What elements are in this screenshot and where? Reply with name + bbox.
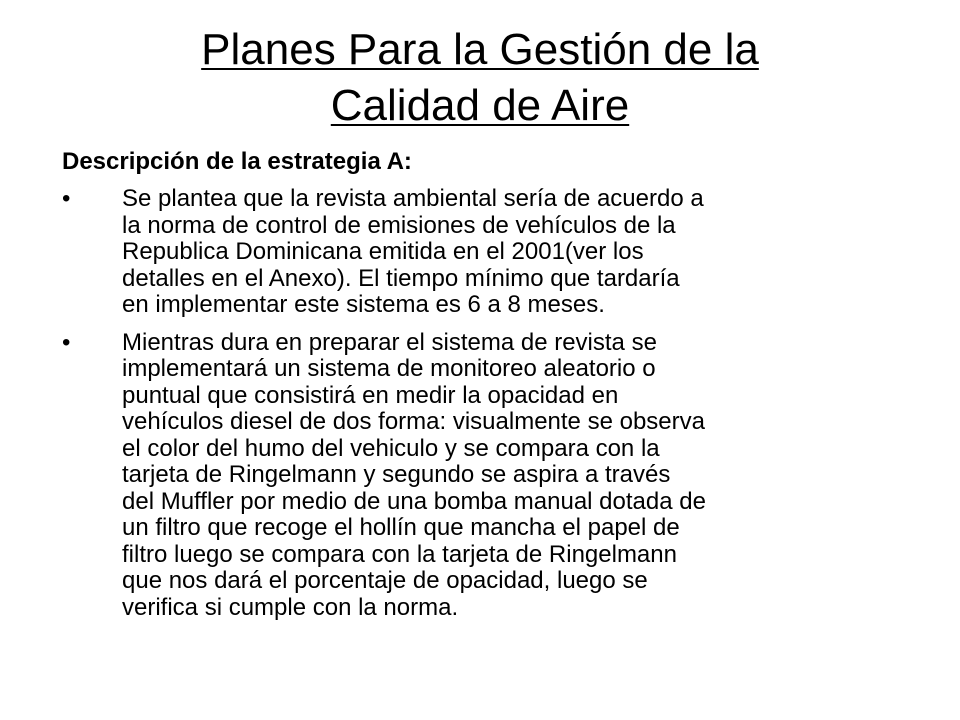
bullet-2-line-8: un filtro que recoge el hollín que mancha el papel de (122, 514, 680, 541)
bullet-1-line-4: detalles en el Anexo). El tiempo mínimo que tardaría (122, 264, 680, 292)
bullet-list (62, 186, 912, 632)
bullet-2-line-4: vehículos diesel de dos forma: visualmente se observa (122, 408, 705, 435)
bullet-1-line-2: la norma de control de emisiones de vehículos de la (122, 211, 676, 239)
bullet-2-line-10: que nos dará el porcentaje de opacidad, luego se (122, 567, 648, 594)
bullet-2-line-1: Mientras dura en preparar el sistema de revista se (122, 328, 657, 356)
bullet-2-line-3: puntual que consistirá en medir la opacidad en (122, 381, 619, 409)
slide-title-line-2: Calidad de Aire (330, 81, 630, 130)
bullet-item-2 (62, 330, 912, 622)
bullet-2-line-6: tarjeta de Ringelmann y segundo se aspira a través (122, 461, 671, 488)
bullet-2-line-7: del Muffler por medio de una bomba manual dotada de (122, 487, 706, 515)
bullet-1-line-1: Se plantea que la revista ambiental sería de acuerdo a (122, 185, 704, 212)
bullet-marker: • (62, 185, 71, 212)
bullet-2-line-11: verifica si cumple con la norma. (122, 593, 459, 621)
bullet-1-line-5: en implementar este sistema es 6 a 8 meses. (122, 291, 605, 318)
strategy-subheading: Descripción de la estrategia A: (62, 148, 412, 175)
bullet-marker: • (62, 328, 71, 356)
bullet-item-1 (62, 186, 912, 319)
bullet-2-line-2: implementará un sistema de monitoreo aleatorio o (122, 355, 656, 382)
bullet-2-line-5: el color del humo del vehiculo y se compara con la (122, 434, 660, 462)
slide-title-line-1: Planes Para la Gestión de la (201, 25, 759, 74)
bullet-1-line-3: Republica Dominicana emitida en el 2001(ver los (122, 238, 644, 265)
bullet-2-line-9: filtro luego se compara con la tarjeta de Ringelmann (122, 540, 677, 568)
slide-title (0, 22, 960, 134)
